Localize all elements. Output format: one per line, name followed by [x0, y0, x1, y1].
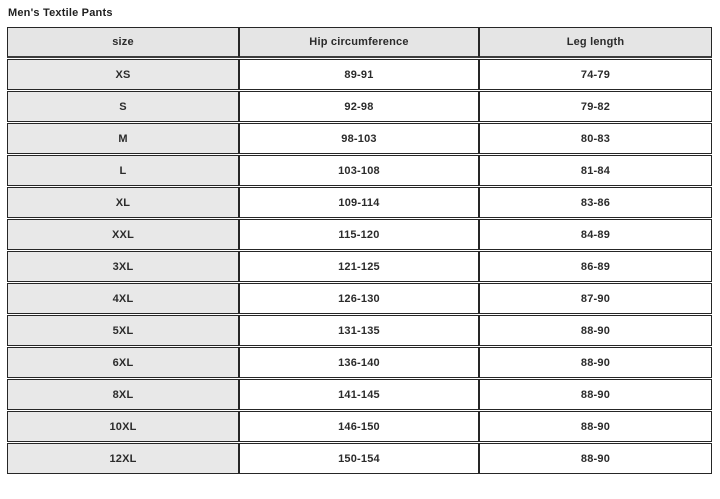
hip-circumference-cell: 115-120: [239, 219, 479, 250]
hip-circumference-cell: 136-140: [239, 347, 479, 378]
leg-length-cell: 86-89: [479, 251, 712, 282]
table-row: [7, 155, 712, 186]
leg-length-cell: 84-89: [479, 219, 712, 250]
leg-length-cell: 83-86: [479, 187, 712, 218]
hip-circumference-cell: 131-135: [239, 315, 479, 346]
header-row: [7, 27, 712, 58]
leg-length-cell: 88-90: [479, 315, 712, 346]
table-row: [7, 347, 712, 378]
size-label-cell: 12XL: [7, 443, 239, 474]
table-body: [7, 59, 712, 474]
table-row: [7, 283, 712, 314]
leg-length-cell: 81-84: [479, 155, 712, 186]
table-row: [7, 187, 712, 218]
size-label-cell: 10XL: [7, 411, 239, 442]
size-label-cell: XXL: [7, 219, 239, 250]
hip-circumference-cell: 109-114: [239, 187, 479, 218]
table-row: [7, 315, 712, 346]
leg-length-cell: 88-90: [479, 443, 712, 474]
size-label-cell: S: [7, 91, 239, 122]
hip-circumference-cell: 126-130: [239, 283, 479, 314]
size-label-cell: 4XL: [7, 283, 239, 314]
table-row: [7, 91, 712, 122]
table-row: [7, 411, 712, 442]
size-label-cell: 6XL: [7, 347, 239, 378]
size-label-cell: 5XL: [7, 315, 239, 346]
hip-circumference-cell: 121-125: [239, 251, 479, 282]
leg-length-cell: 80-83: [479, 123, 712, 154]
hip-circumference-cell: 89-91: [239, 59, 479, 90]
table-row: [7, 251, 712, 282]
column-header-size: size: [7, 27, 239, 58]
leg-length-cell: 88-90: [479, 347, 712, 378]
table-row: [7, 443, 712, 474]
size-label-cell: 3XL: [7, 251, 239, 282]
leg-length-cell: 87-90: [479, 283, 712, 314]
hip-circumference-cell: 103-108: [239, 155, 479, 186]
table-header: [7, 27, 712, 58]
table-row: [7, 219, 712, 250]
leg-length-cell: 88-90: [479, 379, 712, 410]
size-label-cell: M: [7, 123, 239, 154]
table-row: [7, 59, 712, 90]
size-label-cell: L: [7, 155, 239, 186]
column-header-hip-circumference: Hip circumference: [239, 27, 479, 58]
column-header-leg-length: Leg length: [479, 27, 712, 58]
page-title: Men's Textile Pants: [8, 7, 113, 19]
hip-circumference-cell: 146-150: [239, 411, 479, 442]
hip-circumference-cell: 150-154: [239, 443, 479, 474]
hip-circumference-cell: 92-98: [239, 91, 479, 122]
leg-length-cell: 79-82: [479, 91, 712, 122]
size-label-cell: XL: [7, 187, 239, 218]
size-label-cell: XS: [7, 59, 239, 90]
size-chart-table: [7, 26, 712, 475]
hip-circumference-cell: 141-145: [239, 379, 479, 410]
leg-length-cell: 88-90: [479, 411, 712, 442]
table-row: [7, 123, 712, 154]
leg-length-cell: 74-79: [479, 59, 712, 90]
hip-circumference-cell: 98-103: [239, 123, 479, 154]
size-label-cell: 8XL: [7, 379, 239, 410]
table-row: [7, 379, 712, 410]
